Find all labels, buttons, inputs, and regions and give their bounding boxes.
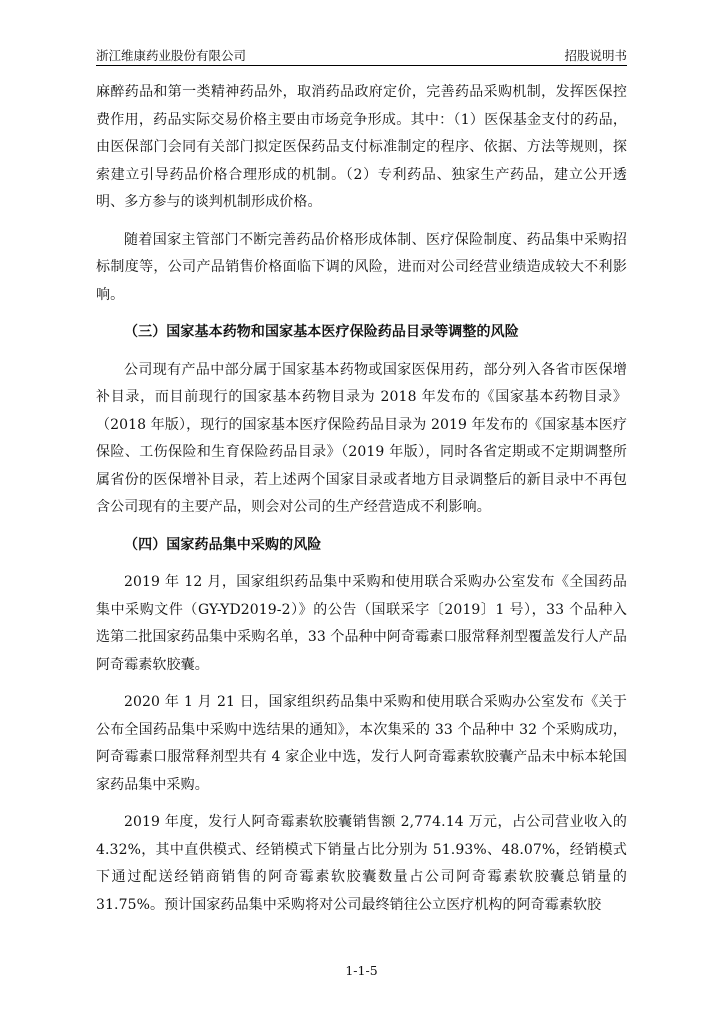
paragraph: 2019 年度，发行人阿奇霉素软胶囊销售额 2,774.14 万元，占公司营业收入的 4.32%，其中直供模式、经销模式下销量占比分别为 51.93%、48.07%，经销模式下通过配送经销商销售的阿奇霉素软胶囊数量占公司阿奇霉素软胶囊总销量的 31.75%。预计国家药品集中采购将对公司最终销往公立医疗机构的阿奇霉素软胶 (96, 814, 627, 913)
header-company-name: 浙江维康药业股份有限公司 (96, 48, 247, 63)
document-body (96, 79, 627, 929)
page-header (96, 47, 627, 66)
header-document-type: 招股说明书 (564, 48, 627, 63)
paragraph: 麻醉药品和第一类精神药品外，取消药品政府定价，完善药品采购机制，发挥医保控费作用，药品实际交易价格主要由市场竞争形成。其中：（1）医保基金支付的药品，由医保部门会同有关部门拟定医保药品支付标准制定的程序、依据、方法等规则，探索建立引导药品价格合理形成的机制。（2）专利药品、独家生产药品，建立公开透明、多方参与的谈判机制形成价格。 (96, 84, 627, 210)
section-heading-3: （三）国家基本药物和国家基本医疗保险药品目录等调整的风险 (124, 324, 519, 340)
paragraph: 2020 年 1 月 21 日，国家组织药品集中采购和使用联合采购办公室发布《关于公布全国药品集中采购中选结果的通知》，本次集采的 33 个品种中 32 个采购成功，阿奇霉素口服常释剂型共有 4 家企业中选，发行人阿奇霉素软胶囊产品未中标本轮国家药品集中采购。 (96, 694, 627, 793)
paragraph: 公司现有产品中部分属于国家基本药物或国家医保用药，部分列入各省市医保增补目录，而目前现行的国家基本药物目录为 2018 年发布的《国家基本药物目录》（2018 年版），现行的国家基本医疗保险药品目录为 2019 年发布的《国家基本医疗保险、工伤保险和生育保险药品目录》（2019 年版），同时各省定期或不定期调整所属省份的医保增补目录，若上述两个国家目录或者地方目录调整后的新目录中不再包含公司现有的主要产品，则会对公司的生产经营造成不利影响。 (96, 361, 627, 515)
section-heading-4: （四）国家药品集中采购的风险 (124, 536, 322, 553)
page-number: 1-1-5 (345, 963, 378, 978)
paragraph: 2019 年 12 月，国家组织药品集中采购和使用联合采购办公室发布《全国药品集中采购文件（GY-YD2019-2）》的公告（国联采字〔2019〕1 号），33 个品种入选第二批国家药品集中采购名单，33 个品种中阿奇霉素口服常释剂型覆盖发行人产品阿奇霉素软胶囊。 (96, 574, 627, 673)
paragraph: 随着国家主管部门不断完善药品价格形成体制、医疗保险制度、药品集中采购招标制度等，公司产品销售价格面临下调的风险，进而对公司经营业绩造成较大不利影响。 (96, 231, 627, 303)
